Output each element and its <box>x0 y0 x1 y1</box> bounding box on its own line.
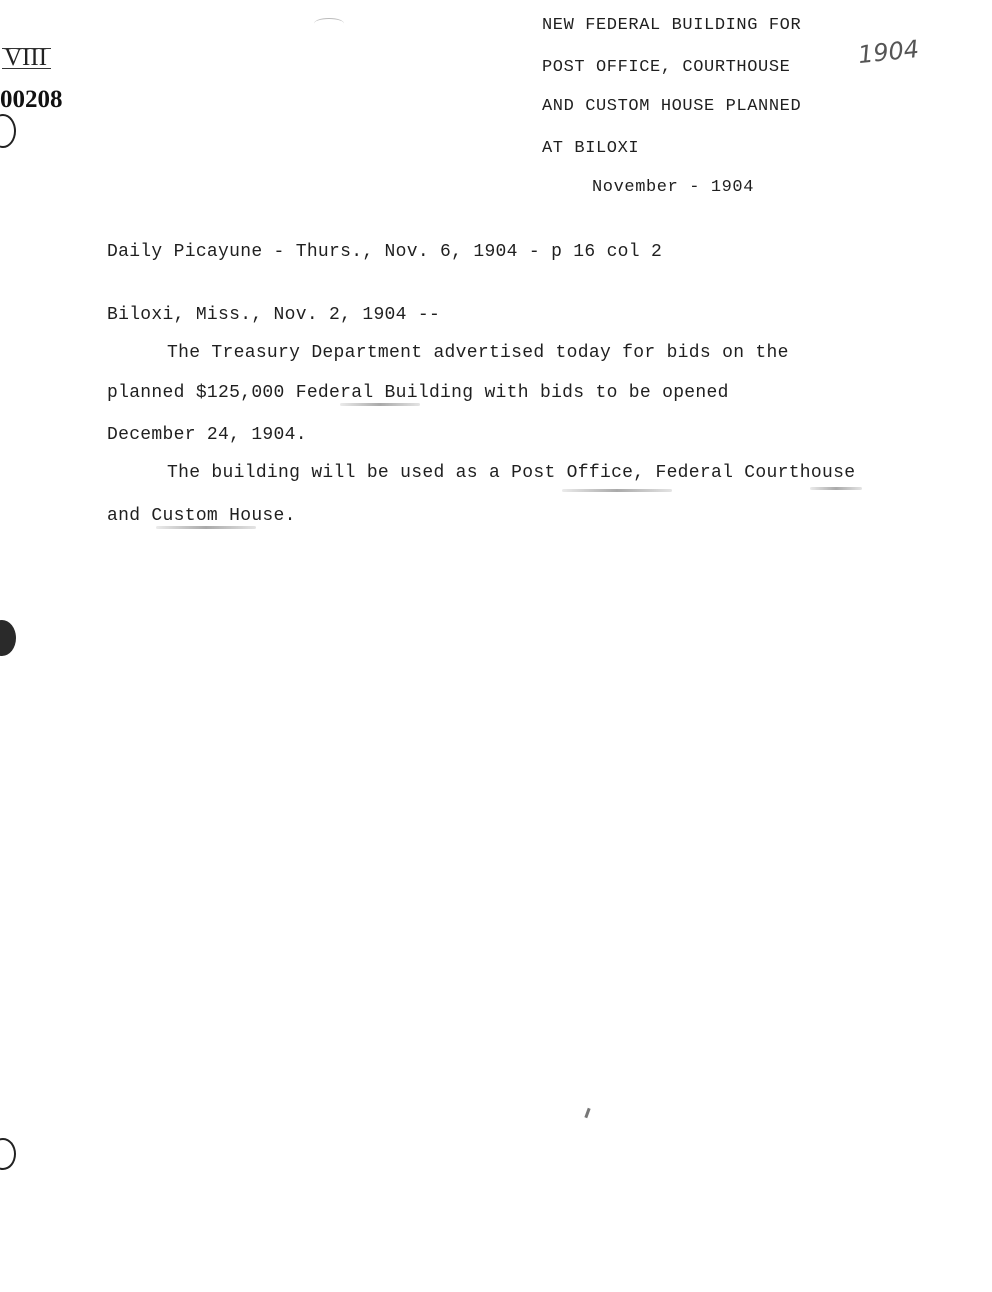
dateline: Biloxi, Miss., Nov. 2, 1904 -- <box>107 305 441 325</box>
body-line: The building will be used as a Post Office, Federal Courthouse <box>167 463 856 483</box>
file-number: 00208 <box>0 86 63 113</box>
heading-date: November - 1904 <box>592 178 755 197</box>
body-line: December 24, 1904. <box>107 425 307 445</box>
body-line: and Custom House. <box>107 506 296 526</box>
pencil-underline <box>340 403 420 406</box>
heading-line: AT BILOXI <box>542 139 640 158</box>
volume-mark: VIII <box>4 44 48 71</box>
punch-hole-middle <box>0 620 16 656</box>
pencil-underline <box>156 526 256 529</box>
paper-smudge <box>314 18 344 29</box>
heading-line: POST OFFICE, COURTHOUSE <box>542 58 791 77</box>
heading-line: NEW FEDERAL BUILDING FOR <box>542 16 802 35</box>
stray-mark <box>584 1108 590 1118</box>
source-citation: Daily Picayune - Thurs., Nov. 6, 1904 - p 16 col 2 <box>107 242 663 262</box>
punch-hole-bottom <box>0 1138 16 1170</box>
pencil-underline <box>810 487 862 490</box>
pencil-underline <box>562 489 672 492</box>
heading-line: AND CUSTOM HOUSE PLANNED <box>542 97 802 116</box>
handwritten-year: 1904 <box>856 34 921 70</box>
body-line: The Treasury Department advertised today for bids on the <box>167 343 789 363</box>
punch-hole-top <box>0 114 16 148</box>
body-line: planned $125,000 Federal Building with bids to be opened <box>107 383 729 403</box>
